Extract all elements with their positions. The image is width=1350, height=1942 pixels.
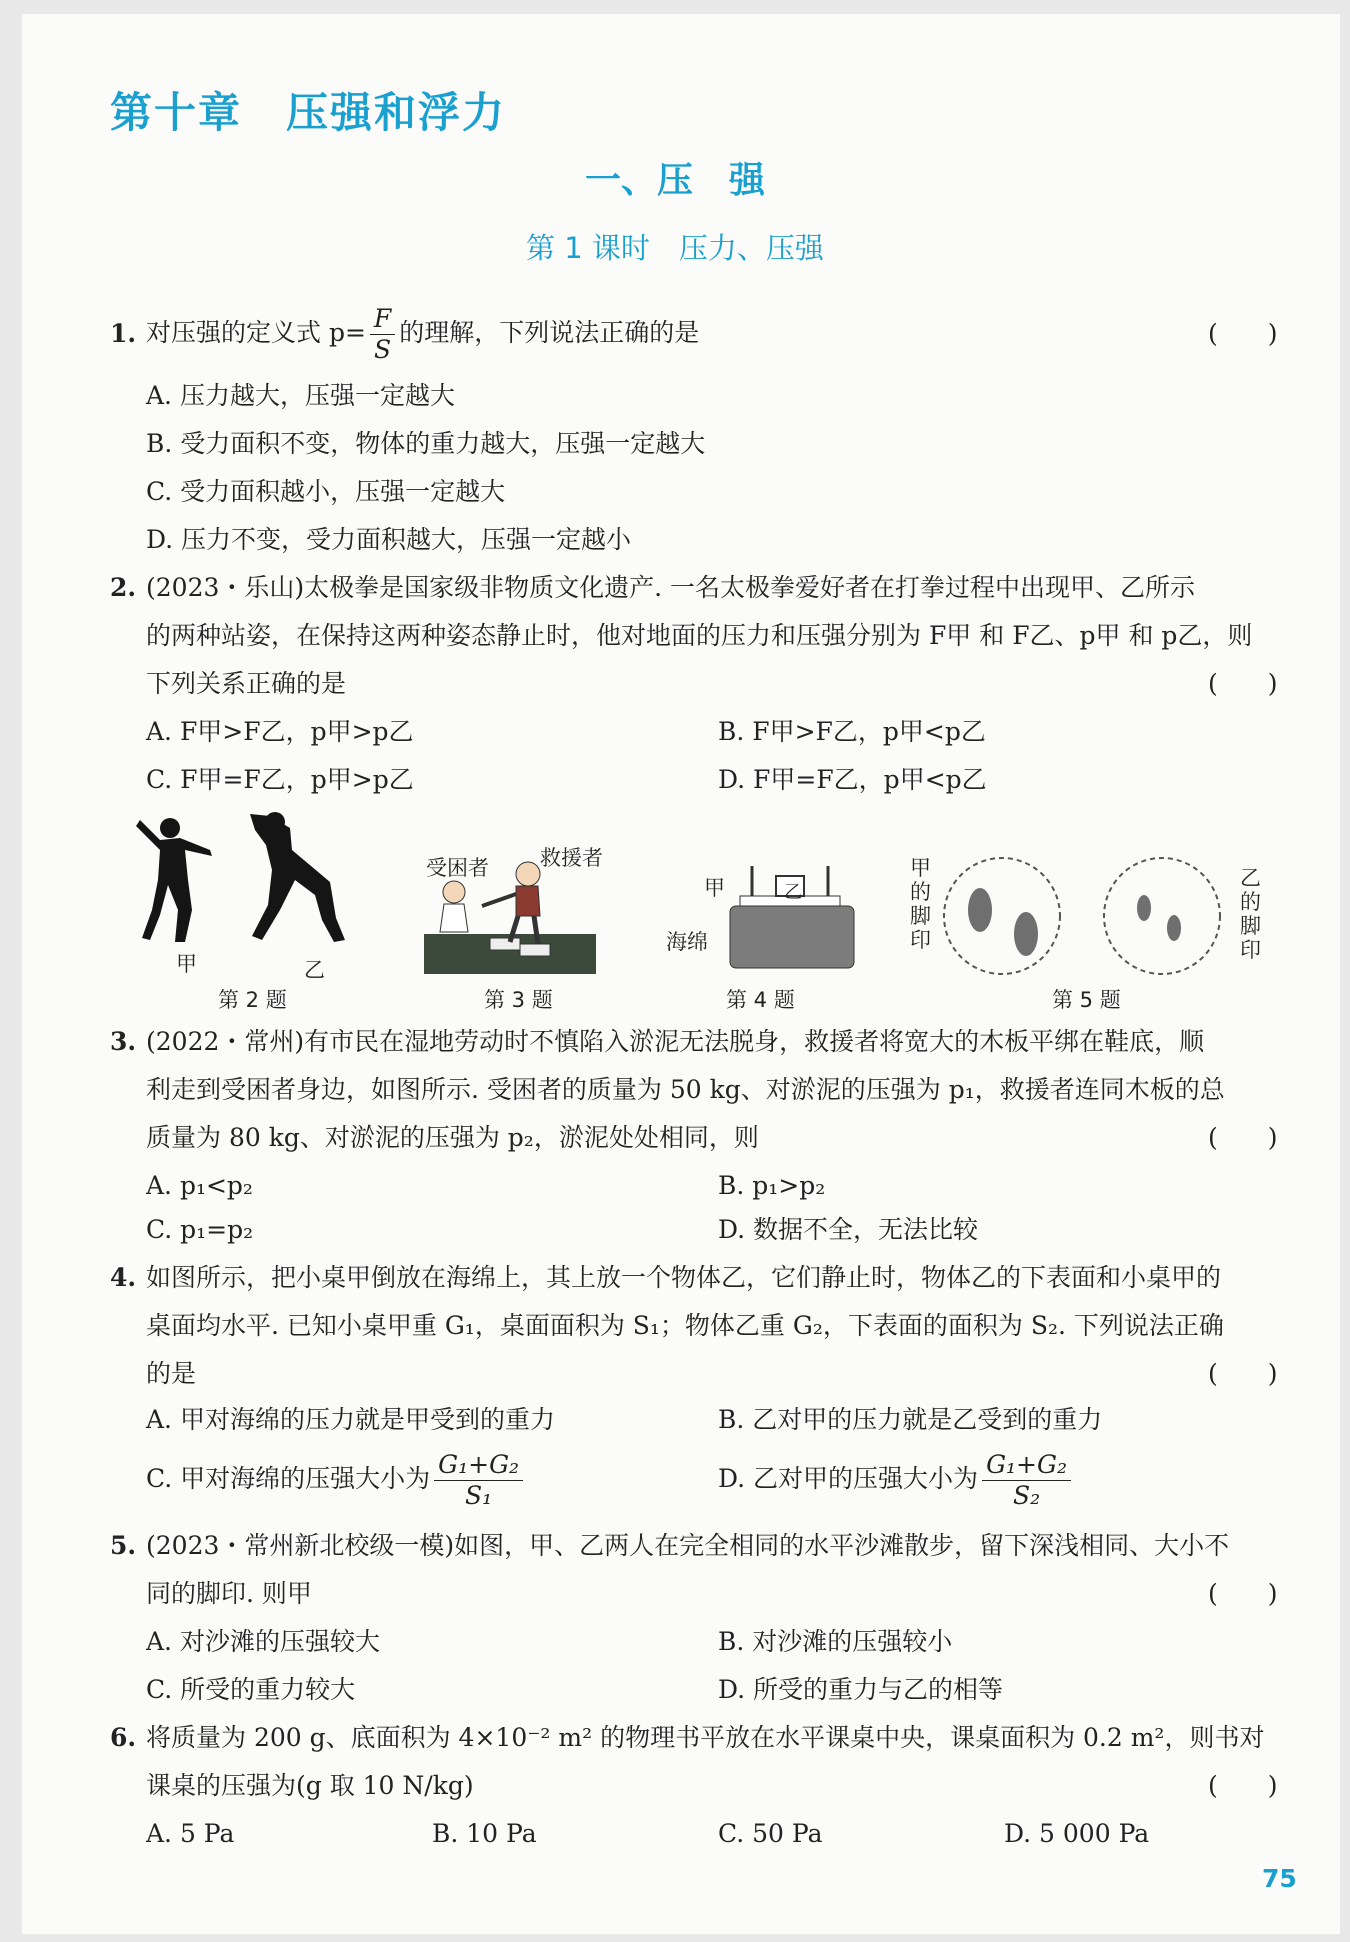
figure-5-caption: 第 5 题 (1052, 988, 1121, 1012)
q2-option: A. F甲>F乙，p甲>p乙 (146, 717, 414, 746)
q3-option: B. p₁>p₂ (718, 1171, 826, 1200)
q2-line: 下列关系正确的是 (146, 669, 347, 698)
q4-c-frac-bot: S₁ (465, 1481, 493, 1510)
q4-option-d-text: D. 乙对甲的压强大小为 (718, 1464, 979, 1493)
q4-line: 如图所示，把小桌甲倒放在海绵上，其上放一个物体乙，它们静止时，物体乙的下表面和小桌甲的 (146, 1263, 1222, 1292)
figure-5-footprints (940, 852, 1240, 982)
fig4-label-yi: 乙 (784, 882, 802, 903)
q4-option-d-fraction (982, 1450, 1071, 1511)
q4-option-c (146, 1446, 527, 1512)
q3-line: 质量为 80 kg、对淤泥的压强为 p₂，淤泥处处相同，则 (146, 1123, 759, 1152)
q5-option: A. 对沙滩的压强较大 (146, 1627, 380, 1656)
question-6-number: 6. (110, 1723, 137, 1752)
q6-answer-paren: ( ) (1208, 1771, 1278, 1800)
q6-option: C. 50 Pa (718, 1819, 823, 1848)
fig3-label-rescuer: 救援者 (540, 846, 603, 870)
q4-c-frac-top: G₁+G₂ (434, 1450, 523, 1481)
q2-answer-paren: ( ) (1208, 669, 1278, 698)
q4-option-b: B. 乙对甲的压力就是乙受到的重力 (718, 1405, 1103, 1434)
fig4-label-sponge: 海绵 (666, 930, 708, 954)
figure-2-caption: 第 2 题 (218, 988, 287, 1012)
fig5-label-jia: 甲的脚印 (910, 856, 931, 952)
q4-d-frac-top: G₁+G₂ (982, 1450, 1071, 1481)
q1-option: C. 受力面积越小，压强一定越大 (146, 477, 506, 506)
q6-line: 将质量为 200 g、底面积为 4×10⁻² m² 的物理书平放在水平课桌中央，课桌面积为 0.2 m²，则书对 (146, 1723, 1265, 1752)
q4-d-frac-bot: S₂ (1012, 1481, 1041, 1510)
q1-stem-pre: 对压强的定义式 p= (146, 318, 366, 347)
q2-option: B. F甲>F乙，p甲<p乙 (718, 717, 986, 746)
q4-line: 桌面均水平. 已知小桌甲重 G₁，桌面面积为 S₁；物体乙重 G₂，下表面的面积为 S₂. 下列说法正确 (146, 1311, 1224, 1340)
question-4-number: 4. (110, 1263, 137, 1292)
q3-line: 利走到受困者身边，如图所示. 受困者的质量为 50 kg、对淤泥的压强为 p₁，救援者连同木板的总 (146, 1075, 1225, 1104)
page-number: 75 (1262, 1864, 1297, 1893)
q4-option-a: A. 甲对海绵的压力就是甲受到的重力 (146, 1405, 555, 1434)
q6-line: 课桌的压强为(g 取 10 N/kg) (146, 1771, 474, 1800)
q3-line: (2022・常州)有市民在湿地劳动时不慎陷入淤泥无法脱身，救援者将宽大的木板平绑在鞋底，顺 (146, 1027, 1205, 1056)
question-5-number: 5. (110, 1531, 137, 1560)
fig5-label-yi: 乙的脚印 (1240, 866, 1261, 962)
question-3-number: 3. (110, 1027, 137, 1056)
lesson-title: 第 1 课时 压力、压强 (526, 231, 824, 265)
q1-frac-top: F (370, 304, 395, 335)
q5-option: D. 所受的重力与乙的相等 (718, 1675, 1004, 1704)
q4-option-c-fraction (434, 1450, 523, 1511)
q5-line: 同的脚印. 则甲 (146, 1579, 312, 1608)
q1-option: A. 压力越大，压强一定越大 (146, 381, 455, 410)
q6-option: A. 5 Pa (146, 1819, 235, 1848)
fig3-label-trapped: 受困者 (426, 856, 489, 880)
section-title: 一、压 强 (584, 160, 765, 201)
q6-option: D. 5 000 Pa (1004, 1819, 1150, 1848)
q3-option: A. p₁<p₂ (146, 1171, 253, 1200)
q2-line: (2023・乐山)太极拳是国家级非物质文化遗产. 一名太极拳爱好者在打拳过程中出现甲、乙所示 (146, 573, 1196, 602)
q5-option: B. 对沙滩的压强较小 (718, 1627, 953, 1656)
figure-4-caption: 第 4 题 (726, 988, 795, 1012)
q5-line: (2023・常州新北校级一模)如图，甲、乙两人在完全相同的水平沙滩散步，留下深浅相同、大小不 (146, 1531, 1230, 1560)
q4-option-c-text: C. 甲对海绵的压强大小为 (146, 1464, 431, 1493)
q3-answer-paren: ( ) (1208, 1123, 1278, 1152)
fig4-label-jia: 甲 (704, 876, 725, 900)
question-1-number: 1. (110, 319, 137, 348)
q1-option: D. 压力不变，受力面积越大，压强一定越小 (146, 525, 632, 554)
q2-line: 的两种站姿，在保持这两种姿态静止时，他对地面的压力和压强分别为 F甲 和 F乙、p甲 和 p乙，则 (146, 621, 1253, 650)
q5-answer-paren: ( ) (1208, 1579, 1278, 1608)
q1-stem-post: 的理解，下列说法正确的是 (399, 318, 700, 347)
q5-option: C. 所受的重力较大 (146, 1675, 356, 1704)
q1-frac-bot: S (374, 335, 392, 364)
q3-option: D. 数据不全，无法比较 (718, 1215, 979, 1244)
q2-option: D. F甲=F乙，p甲<p乙 (718, 765, 987, 794)
question-1-stem (146, 300, 699, 366)
q4-answer-paren: ( ) (1208, 1359, 1278, 1388)
question-2-number: 2. (110, 573, 137, 602)
q4-line: 的是 (146, 1359, 197, 1388)
chapter-title: 第十章 压强和浮力 (110, 88, 507, 137)
figure-3-caption: 第 3 题 (484, 988, 553, 1012)
q1-option: B. 受力面积不变，物体的重力越大，压强一定越大 (146, 429, 706, 458)
fig2-label-jia: 甲 (176, 952, 197, 976)
figure-2-taichi-silhouettes (130, 810, 380, 960)
q2-option: C. F甲=F乙，p甲>p乙 (146, 765, 414, 794)
q1-answer-paren: ( ) (1208, 319, 1278, 348)
q1-fraction (370, 304, 395, 365)
fig2-label-yi: 乙 (304, 958, 325, 982)
q4-option-d (718, 1446, 1075, 1512)
q3-option: C. p₁=p₂ (146, 1215, 254, 1244)
q6-option: B. 10 Pa (432, 1819, 537, 1848)
